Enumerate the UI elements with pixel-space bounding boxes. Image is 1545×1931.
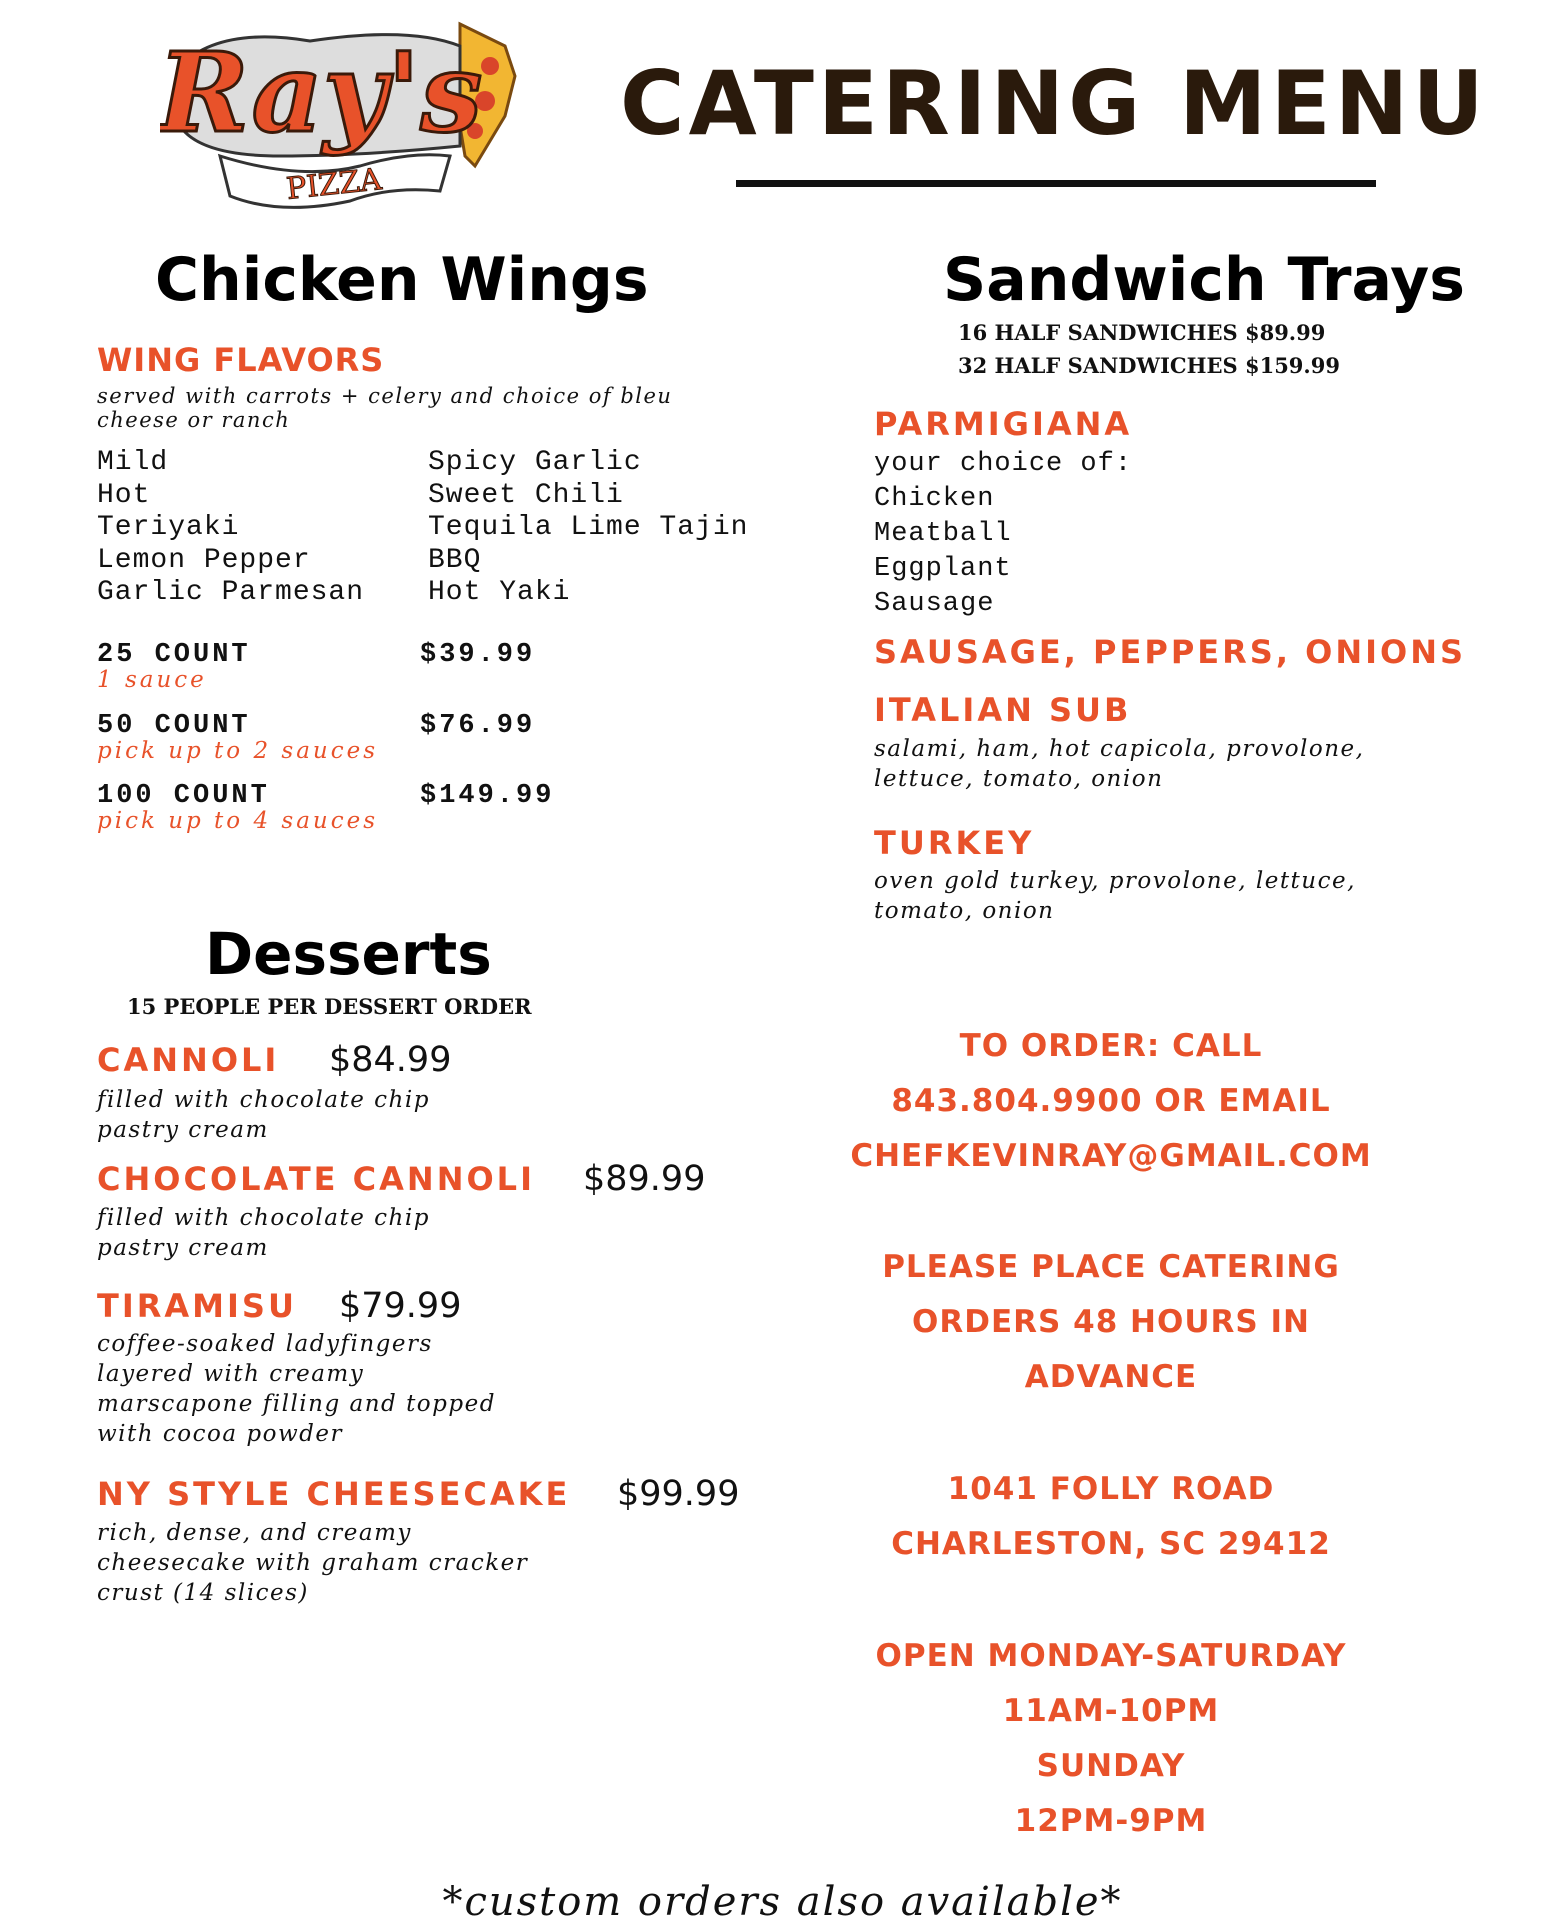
count-price: $76.99 bbox=[420, 711, 536, 741]
count-note: 1 sauce bbox=[97, 667, 207, 693]
desc-line: coffee-soaked ladyfingers bbox=[97, 1331, 433, 1357]
tray-price: 16 HALF SANDWICHES $89.99 bbox=[958, 320, 1326, 345]
dessert-name: CANNOLI bbox=[97, 1041, 280, 1079]
dessert-name: TIRAMISU bbox=[97, 1287, 297, 1325]
flavors-col2 bbox=[428, 447, 748, 610]
logo-text: Ray's bbox=[160, 28, 483, 157]
order-line: TO ORDER: CALL bbox=[959, 1028, 1263, 1064]
tray-price: 32 HALF SANDWICHES $159.99 bbox=[958, 353, 1340, 378]
parm-option: Chicken bbox=[874, 484, 995, 514]
hours-line: 11AM-10PM bbox=[1002, 1693, 1220, 1729]
flavor-item: Sweet Chili bbox=[428, 479, 624, 511]
address-line: CHARLESTON, SC 29412 bbox=[891, 1526, 1331, 1562]
desc-line: crust (14 slices) bbox=[97, 1579, 309, 1606]
notice-line: ADVANCE bbox=[1024, 1359, 1198, 1395]
desc-line: lettuce, tomato, onion bbox=[874, 765, 1164, 792]
flavor-item: Hot Yaki bbox=[428, 577, 571, 608]
sandwich-trays-heading: Sandwich Trays bbox=[943, 245, 1465, 315]
flavor-item: Mild bbox=[97, 447, 169, 478]
desc-line: layered with creamy bbox=[97, 1360, 365, 1387]
count-note: pick up to 4 sauces bbox=[97, 808, 379, 834]
address-line: 1041 FOLLY ROAD bbox=[947, 1471, 1275, 1507]
title-underline bbox=[736, 180, 1376, 187]
notice-line: ORDERS 48 HOURS IN bbox=[912, 1304, 1310, 1340]
dessert-price: $89.99 bbox=[583, 1159, 706, 1199]
wing-flavors-note: served with carrots + celery and choice of bleu cheese or ranch bbox=[97, 384, 673, 432]
dessert-desc bbox=[97, 1204, 430, 1264]
sausage-peppers-heading: SAUSAGE, PEPPERS, ONIONS bbox=[874, 633, 1467, 671]
desc-line: salami, ham, hot capicola, provolone, bbox=[874, 736, 1365, 762]
desc-line: rich, dense, and creamy bbox=[97, 1520, 412, 1546]
turkey-heading: TURKEY bbox=[874, 824, 1035, 862]
hours-line: 12PM-9PM bbox=[1014, 1803, 1208, 1839]
flavor-item: Hot bbox=[97, 479, 151, 511]
desserts-heading: Desserts bbox=[205, 920, 492, 988]
count-label: 50 COUNT bbox=[97, 711, 251, 741]
dessert-price: $84.99 bbox=[329, 1040, 452, 1080]
desc-line: with cocoa powder bbox=[97, 1420, 343, 1447]
dessert-price: $79.99 bbox=[339, 1286, 462, 1326]
italian-sub-desc bbox=[874, 735, 1364, 795]
advance-notice bbox=[761, 1240, 1461, 1405]
parm-intro: your choice of: bbox=[874, 449, 1133, 479]
flavor-item: Teriyaki bbox=[97, 512, 240, 543]
dessert-name: NY STYLE CHEESECAKE bbox=[97, 1475, 571, 1513]
order-info bbox=[761, 1019, 1461, 1184]
count-note: pick up to 2 sauces bbox=[97, 738, 379, 764]
chicken-wings-heading: Chicken Wings bbox=[155, 245, 649, 315]
count-label: 100 COUNT bbox=[97, 781, 270, 811]
email-link[interactable]: CHEFKEVINRAY@GMAIL.COM bbox=[850, 1138, 1372, 1174]
parm-option: Meatball bbox=[874, 519, 1012, 549]
notice-line: PLEASE PLACE CATERING bbox=[882, 1249, 1340, 1285]
count-price: $149.99 bbox=[420, 781, 555, 811]
hours-line: SUNDAY bbox=[1036, 1748, 1186, 1784]
wing-flavors-label: WING FLAVORS bbox=[97, 341, 385, 379]
phone-link[interactable]: 843.804.9900 OR EMAIL bbox=[891, 1083, 1331, 1119]
hours-line: OPEN MONDAY-SATURDAY bbox=[875, 1638, 1347, 1674]
desc-line: tomato, onion bbox=[874, 897, 1055, 924]
dessert-name: CHOCOLATE CANNOLI bbox=[97, 1160, 535, 1198]
page-title: CATERING MENU bbox=[620, 52, 1488, 155]
desc-line: filled with chocolate chip bbox=[97, 1087, 430, 1113]
desc-line: cheesecake with graham cracker bbox=[97, 1549, 529, 1576]
parm-option: Eggplant bbox=[874, 554, 1012, 584]
turkey-desc bbox=[874, 867, 1356, 927]
desc-line: oven gold turkey, provolone, lettuce, bbox=[874, 868, 1356, 894]
desc-line: filled with chocolate chip bbox=[97, 1205, 430, 1231]
custom-orders-note: *custom orders also available* bbox=[442, 1879, 1123, 1925]
desc-line: pastry cream bbox=[97, 1116, 269, 1143]
parm-option: Sausage bbox=[874, 589, 995, 619]
address bbox=[761, 1462, 1461, 1572]
dessert-price: $99.99 bbox=[617, 1474, 740, 1514]
parmigiana-options bbox=[874, 447, 1132, 622]
dessert-desc bbox=[97, 1086, 430, 1146]
hours bbox=[761, 1629, 1461, 1849]
desc-line: marscapone filling and topped bbox=[97, 1390, 496, 1417]
dessert-desc bbox=[97, 1519, 528, 1609]
italian-sub-heading: ITALIAN SUB bbox=[874, 691, 1132, 729]
flavor-item: Spicy Garlic bbox=[428, 447, 642, 478]
flavor-item: Garlic Parmesan bbox=[97, 577, 365, 608]
flavor-item: BBQ bbox=[428, 544, 482, 576]
count-label: 25 COUNT bbox=[97, 640, 251, 670]
count-price: $39.99 bbox=[420, 640, 536, 670]
flavor-item: Tequila Lime Tajin bbox=[428, 512, 749, 543]
desc-line: pastry cream bbox=[97, 1234, 269, 1261]
desserts-subtitle: 15 PEOPLE PER DESSERT ORDER bbox=[127, 994, 532, 1019]
rays-pizza-logo bbox=[160, 6, 545, 218]
parmigiana-heading: PARMIGIANA bbox=[874, 405, 1133, 443]
dessert-desc bbox=[97, 1330, 496, 1450]
flavor-item: Lemon Pepper bbox=[97, 544, 311, 576]
flavors-col1 bbox=[97, 447, 364, 610]
svg-text:PIZZA: PIZZA bbox=[284, 162, 384, 207]
